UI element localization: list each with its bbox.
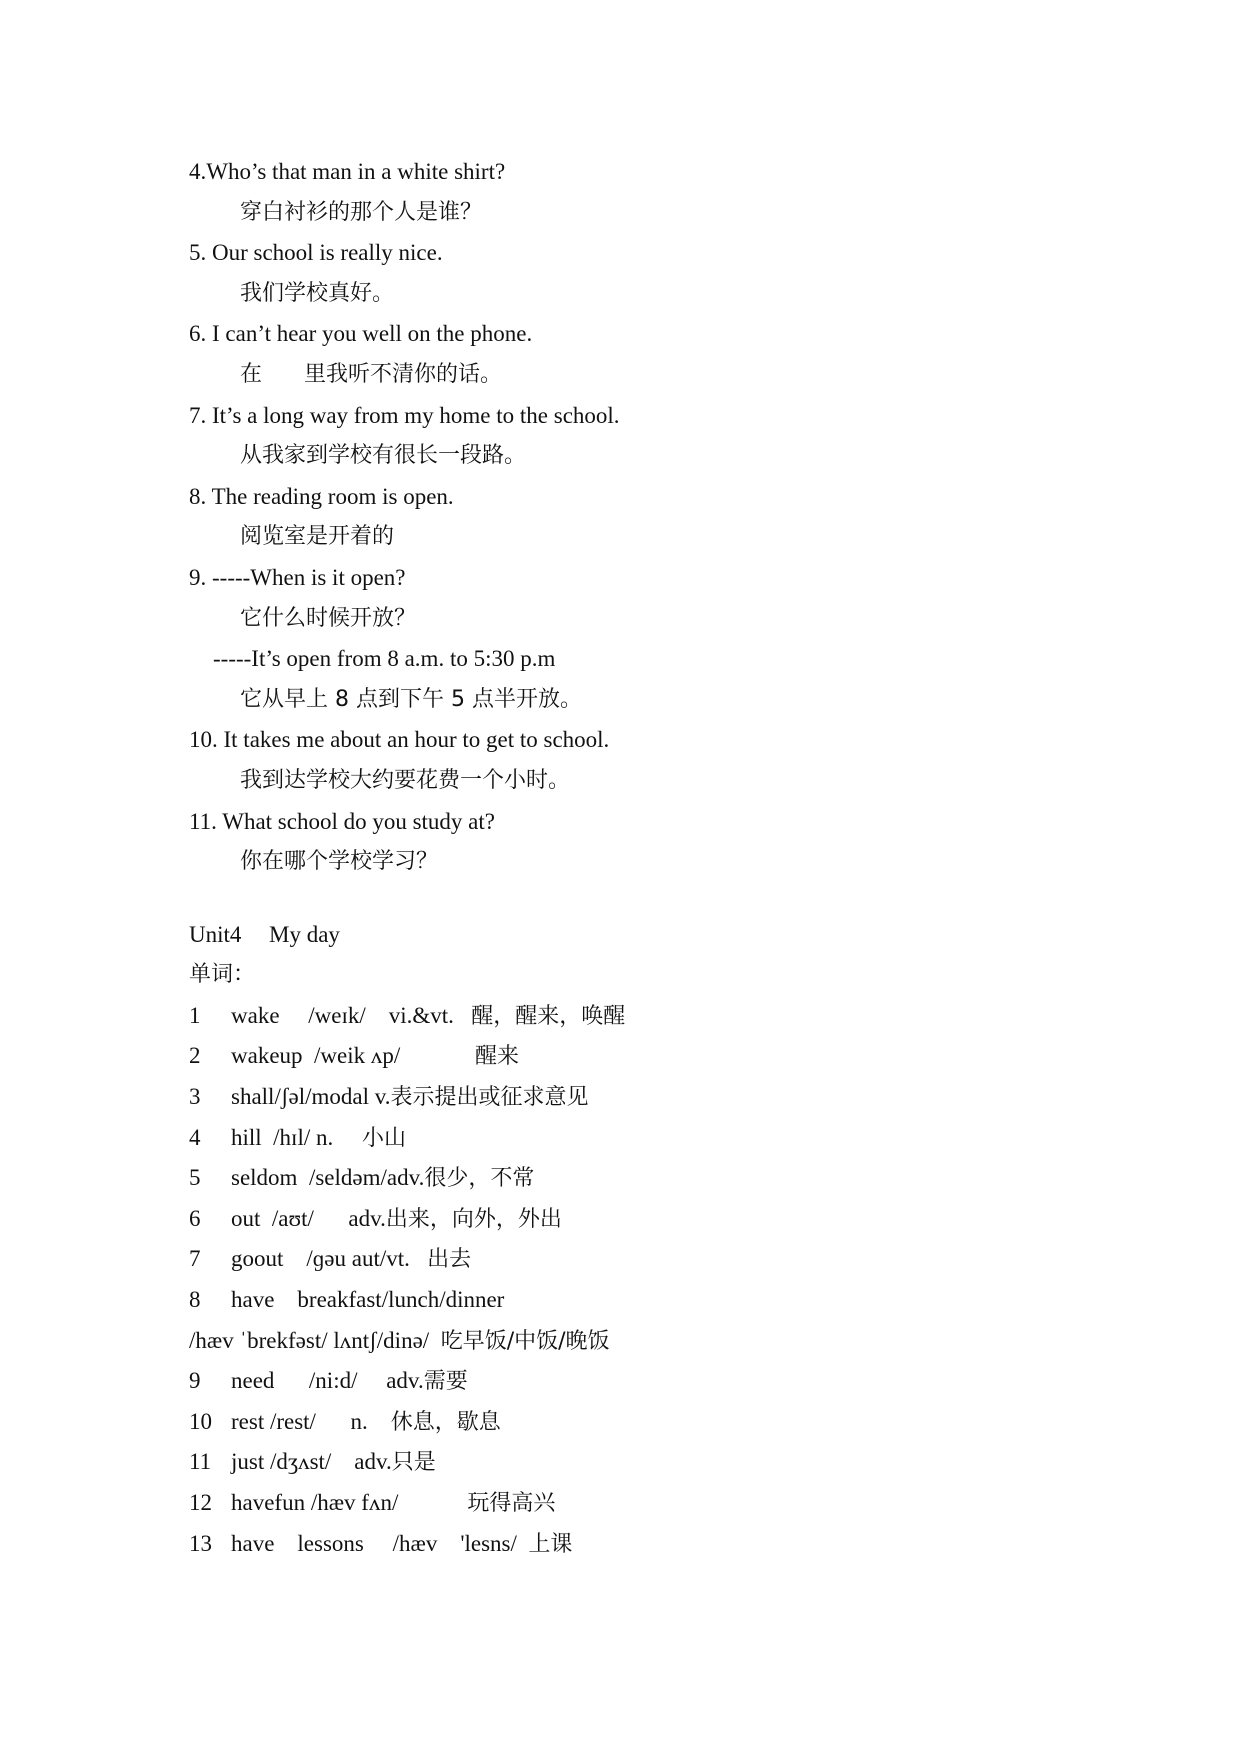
sentence-zh: 我到达学校大约要花费一个小时。 — [240, 767, 571, 793]
vocab-text — [231, 1077, 589, 1118]
vocab-text — [231, 1402, 501, 1443]
sentence-en: 5. Our school is really nice. — [189, 240, 443, 266]
sentence-zh: 你在哪个学校学习？ — [240, 849, 439, 875]
vocab-text — [231, 1239, 471, 1280]
vocab-zh: 休息，歇息 — [390, 1409, 501, 1435]
vocab-number: 10 — [189, 1408, 212, 1434]
vocab-en: havefun /hæv fʌn/ — [231, 1490, 468, 1515]
vocab-en: goout /ɡəu aut/vt. — [231, 1246, 428, 1272]
sentence-en: 4.Who’s that man in a white shirt? — [189, 159, 506, 184]
vocab-row — [189, 1280, 1089, 1321]
sentence-item — [189, 152, 1089, 233]
vocab-row — [189, 1442, 1089, 1483]
vocab-row — [189, 996, 1089, 1037]
vocab-zh: 表示提出或征求意见 — [390, 1085, 589, 1111]
sentence-zh: 从我家到学校有很长一段路。 — [240, 443, 527, 469]
vocab-row — [189, 1199, 1089, 1240]
vocab-number: 11 — [189, 1449, 212, 1475]
vocab-zh: 上课 — [528, 1531, 573, 1557]
vocab-zh: 醒，醒来，唤醒 — [471, 1003, 626, 1029]
vocab-label: 单词： — [189, 962, 256, 988]
sentence-item — [189, 720, 1089, 801]
vocab-text — [231, 1483, 555, 1524]
vocab-row — [189, 1118, 1089, 1159]
vocab-en: just /dʒʌst/ adv. — [231, 1449, 392, 1475]
vocab-en: need /ni:d/ adv. — [231, 1368, 424, 1394]
sentence-item — [189, 396, 1089, 477]
vocab-row — [189, 1077, 1089, 1118]
vocab-text — [231, 1118, 406, 1159]
document-page — [189, 152, 1089, 1564]
vocab-number: 13 — [189, 1530, 212, 1556]
vocab-row — [189, 1239, 1089, 1280]
vocab-text — [231, 1280, 504, 1321]
vocab-zh: 出来，向外，外出 — [385, 1206, 562, 1232]
vocab-number: 1 — [189, 1002, 201, 1028]
unit-number: Unit4 — [189, 921, 242, 947]
vocab-text — [231, 1524, 572, 1565]
vocab-en: seldom /seldəm/adv. — [231, 1165, 425, 1191]
sentence-en: 7. It’s a long way from my home to the school. — [189, 402, 620, 428]
vocab-zh: 吃早饭/中饭/晚饭 — [440, 1328, 610, 1354]
vocab-row — [189, 1036, 1089, 1077]
vocab-number: 8 — [189, 1287, 201, 1313]
vocab-number: 3 — [189, 1084, 201, 1110]
sentence-en: 6. I can’t hear you well on the phone. — [189, 321, 533, 347]
vocab-text — [231, 1036, 519, 1077]
vocab-number: 9 — [189, 1368, 201, 1394]
vocab-zh: 很少，不常 — [424, 1166, 535, 1192]
sentence-zh: 它从早上 8 点到下午 5 点半开放。 — [240, 686, 582, 712]
vocab-zh: 小山 — [361, 1125, 406, 1151]
sentence-zh: 我们学校真好。 — [240, 280, 395, 306]
vocab-text — [231, 1361, 468, 1402]
section-spacer — [189, 883, 1089, 915]
vocab-zh: 玩得高兴 — [467, 1491, 556, 1516]
vocab-text — [231, 1199, 562, 1240]
sentence-item — [189, 558, 1089, 639]
vocab-number: 2 — [189, 1043, 201, 1069]
vocab-en: rest /rest/ n. — [231, 1408, 391, 1434]
sentence-en: 10. It takes me about an hour to get to school. — [189, 727, 610, 753]
sentence-item — [189, 802, 1089, 883]
vocab-zh: 只是 — [391, 1450, 436, 1476]
sentence-en: 8. The reading room is open. — [189, 483, 454, 509]
unit-title: My day — [269, 921, 340, 947]
unit-heading — [189, 915, 1089, 956]
sentence-en: 11. What school do you study at? — [189, 808, 495, 834]
sentence-zh: 在 里我听不清你的话。 — [240, 361, 502, 387]
sentence-item — [189, 314, 1089, 395]
vocab-en: shall/ʃəl/modal v. — [231, 1084, 391, 1110]
vocab-en: have lessons /hæv 'lesns/ — [231, 1530, 529, 1556]
vocab-row — [189, 1361, 1089, 1402]
vocab-number: 7 — [189, 1246, 201, 1272]
sentence-zh: 它什么时候开放？ — [240, 605, 417, 631]
vocab-row-continuation — [189, 1321, 1089, 1362]
vocab-row — [189, 1483, 1089, 1524]
vocab-number: 12 — [189, 1490, 212, 1515]
vocab-number: 6 — [189, 1205, 201, 1231]
vocab-en: hill /hɪl/ n. — [231, 1124, 362, 1150]
vocab-en: /hæv ˈbrekfəst/ lʌntʃ/dinə/ — [189, 1327, 441, 1353]
vocab-number: 4 — [189, 1124, 201, 1150]
vocab-zh: 需要 — [423, 1369, 468, 1395]
vocab-zh: 出去 — [427, 1247, 472, 1273]
vocab-en: wake /weɪk/ vi.&vt. — [231, 1002, 472, 1028]
vocab-number: 5 — [189, 1165, 201, 1191]
sentence-en: -----It’s open from 8 a.m. to 5:30 p.m — [213, 646, 556, 672]
vocab-en: wakeup /weik ʌp/ — [231, 1043, 476, 1069]
vocab-en: have breakfast/lunch/dinner — [231, 1287, 505, 1313]
sentence-en: 9. -----When is it open? — [189, 564, 406, 590]
vocab-row — [189, 1524, 1089, 1565]
sentence-item — [189, 477, 1089, 558]
sentence-item — [189, 639, 1089, 720]
vocab-row — [189, 1402, 1089, 1443]
vocab-text — [231, 996, 625, 1037]
sentence-zh: 阅览室是开着的 — [240, 524, 395, 550]
vocab-text — [231, 1442, 436, 1483]
sentence-zh: 穿白衬衫的那个人是谁？ — [240, 199, 483, 225]
vocab-zh: 醒来 — [475, 1044, 520, 1070]
sentence-item — [189, 233, 1089, 314]
vocab-en: out /aʊt/ adv. — [231, 1205, 386, 1231]
vocab-text — [231, 1158, 534, 1199]
vocab-row — [189, 1158, 1089, 1199]
